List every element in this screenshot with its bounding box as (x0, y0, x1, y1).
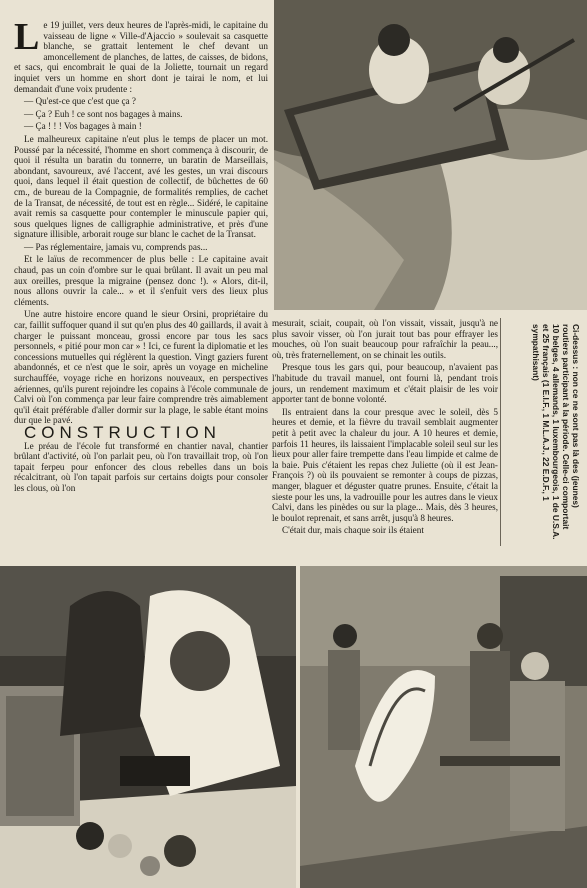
drop-cap: L (14, 16, 40, 58)
article-paragraph: — Ça ! ! ! Vos bagages à main ! (24, 121, 142, 132)
article-paragraph: — Pas réglementaire, jamais vu, comprends pas... (24, 241, 208, 252)
section-heading: CONSTRUCTION (24, 422, 221, 442)
article-paragraph: Une autre histoire encore quand le sieur Orsini, propriétaire du car, faillit suffoquer quand il sut qu'en plus des 40 gaillards, il avait à charger le puissant monceau, grossi encore par tous les sacs personnels, « pitié pour mon car » ! Ici, ce furent la diplomatie et les concessions mutuelles qui réglèrent la question. Vingt gaziers furent abandonnés, et ce n'est que le soir, après un voyage en micheline surchauffée, voyage riche en horizons nouveaux, en perspectives aériennes, qu'ils purent rejoindre les copains à l'école communale de Calvi où l'on commença par leur faire comprendre très aimablement qu'il était préférable d'aller dormir sur la plage, le sable étant moins dur que le pavé. (14, 309, 268, 426)
boat-on-sea-photo (274, 0, 587, 310)
article-left-column (14, 16, 268, 496)
article-text: e 19 juillet, vers deux heures de l'après-midi, le capitaine du vaisseau de ligne « Ville-d'Ajaccio » soulevait sa casquette blanche, se grattait lentement le chef devant un amoncellement de planches, de lattes, de caisses, de bidons, et sacs, qui encombrait le quai de la Joliette, tournait un regard inquiet vers un homme en short dont je tairai le nom, et lui demandait d'une voix prudente : (14, 20, 268, 94)
article-paragraph: — Qu'est-ce que c'est que ça ? (24, 96, 136, 107)
article-paragraph: C'était dur, mais chaque soir ils étaient (282, 525, 424, 536)
article-paragraph: — Ça ? Euh ! ce sont nos bagages à mains. (24, 108, 183, 119)
article-paragraph: mesurait, sciait, coupait, où l'on vissait, vissait, jusqu'à ne plus savoir visser, où l'on jurait tout bas pour effrayer les mouches, où l'on suait beaucoup pour rafraîchir la peau..., où, très fraternellement, on se chinait les outils. (272, 318, 498, 360)
article-paragraph: Le préau de l'école fut transformé en chantier naval, chantier brûlant d'activité, où l'on parlait peu, où l'on travaillait trop, où l'on tapait ferpeu pour enfoncer des clous rebelles dans un bois récalcitrant, où l'on tapait parfois sur certains doigts pour consoler les clous, où l'on (14, 440, 268, 493)
article-paragraph: Et le laïus de recommencer de plus belle : Le capitaine avait chaud, pas un coin d'ombre sur le quai brûlant. Il avait un peu mal aux oreilles, presque la migraine (pensez donc !). « Alors, dit-il, nous allons ouvrir la cale... » et il s'enfuit vers des lieux plus cléments. (14, 254, 268, 307)
photo-caption-box (500, 318, 585, 546)
article-paragraph: Presque tous les gars qui, pour beaucoup, n'avaient pas l'habitude du travail manuel, ont fourni là, pendant trois jours, un rendement maximum et c'était plaisir de les voir apporter tant de bonne volonté. (272, 362, 498, 405)
article-right-column (272, 318, 498, 538)
boat-building-photo (300, 566, 587, 888)
painting-workshop-photo (0, 566, 296, 888)
article-paragraph: Le malheureux capitaine n'eut plus le temps de placer un mot. Poussé par la nécessité, l'homme en short commença à discourir, de quoi il résulta un baratin du tonnerre, un baratin de Marseillais, abondant, savoureux, avé l'accent, avé les gestes, un vrai discours quoi, dans lequel il était question de collectif, de bûchettes de 60 cm., de bureau de la Compagnie, de formalités remplies, de cachet de la Transat, de nécessité, de tout est en règle... Sidéré, le capitaine avait remis sa casquette pour contempler le minuscule papier qui, sous quelques lignes de calligraphie administrative, et près d'une signature illisible, arborait rouge sur blanc le cachet de la Transat. (14, 133, 268, 240)
article-paragraph: Ils entraient dans la cour presque avec le soleil, dès 5 heures et demie, et la fièvre du travail semblait augmenter petit à petit avec la chaleur du jour. A 10 heures et demie, parfois 11 heures, ils laissaient l'implacable soleil seul sur les lieux pour aller faire trempette dans l'eau limpide et calme de la baie. Puis c'étaient les repas chez Juliette (où il est Jean-François ?) où ils pouvaient se remonter à coups de pizzas, manger, blaguer et déguster quatre prunes. Ensuite, c'était la sieste pour les uns, la vadrouille pour les autres dans le vieux Calvi, dans les pinèdes ou sur la plage... Mais, dès 3 heures, le boulot reprenait, et sans arrêt, jusqu'à 8 heures. (272, 406, 498, 523)
photo-caption: Ci-dessus : non ce ne sont pas là des (jeunes) routiers participant à la période. Celle-ci comportait 10 belges, 4 allemands, 1 luxembourgeois, 1 de U.S.A. et 25 français (1 E.I.F., 1 M.L.A.J., 22 E.D.F., 1 sympathisant) (531, 324, 581, 540)
article-paragraph (14, 16, 268, 94)
